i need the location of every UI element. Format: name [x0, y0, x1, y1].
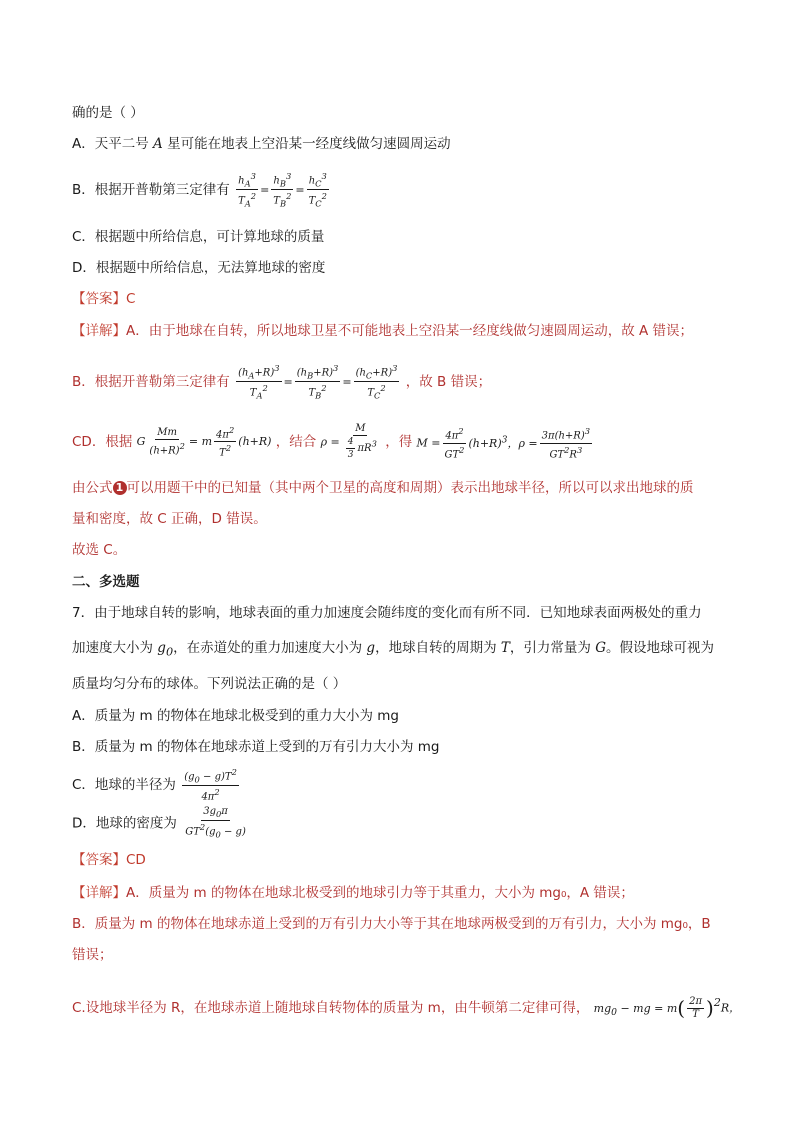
kepler-formula-detail: $\frac{(h_A+R)^3}{T_A^2}$ = $\frac{(h_B+R)^3}{T_B^2}$ = $\frac{(h_C+R)^3}{T_C^2}$	[238, 363, 398, 401]
mass-result: M = $\frac{4\pi^2}{GT^2}$ $(h+R)^3$，ρ = $\frac{3\pi(h+R)^3}{GT^2R^3}$	[416, 426, 591, 460]
q7-option-c: C．地球的半径为 $\frac{(g_0 - g)T^2}{4\pi^2}$	[72, 766, 241, 804]
q7-stem-line2: 加速度大小为 $g_0$，在赤道处的重力加速度大小为 g，地球自转的周期为 T，引力常量为 G。假设地球可视为	[72, 640, 714, 659]
q6-conclusion: 故选 C。	[72, 542, 127, 558]
q6-detail-cd-line1: 由公式 1 可以用题干中的已知量（其中两个卫星的高度和周期）表示出地球半径，所以可以求出地球的质	[72, 480, 694, 496]
q7-detail-b-line1: B．质量为 m 的物体在地球赤道上受到的万有引力大小等于其在地球两极受到的万有引力，大小为 mg₀，B	[72, 916, 711, 932]
q6-detail-cd: CD．根据 G $\frac{Mm}{(h+R)^2}$ = m $\frac{4\pi^2}{T^2}$ (h+R) ，结合 ρ = M $\frac{4}{3}$ $\pi R^3$ ，得 M = $\frac{4\pi^2}{GT^2}$ $(h+R)^3$，ρ = $\frac{3\pi(h+R)^3}{GT^2R^3}$	[72, 422, 594, 462]
q6-detail-cd-line2: 量和密度，故 C 正确，D 错误。	[72, 511, 267, 527]
q7-option-b: B．质量为 m 的物体在地球赤道上受到的万有引力大小为 mg	[72, 739, 440, 755]
q6-option-a: A．天平二号 A 星可能在地表上空沿某一经度线做匀速圆周运动	[72, 136, 451, 152]
gravity-formula: G $\frac{Mm}{(h+R)^2}$ = m $\frac{4\pi^2}{T^2}$ (h+R)	[136, 425, 272, 459]
radius-formula: $\frac{(g_0 - g)T^2}{4\pi^2}$	[184, 767, 237, 803]
q7-detail-c: C.设地球半径为 R，在地球赤道上随地球自转物体的质量为 m，由牛顿第二定律可得， $mg_0$ − mg = m( $\frac{2\pi}{T}$ )$^2$R，	[72, 985, 740, 1031]
density-formula: $\frac{3g_0\pi}{GT^2(g_0 - g)}$	[185, 806, 246, 840]
q7-stem-line1: 7．由于地球自转的影响，地球表面的重力加速度会随纬度的变化而有所不同．已知地球表面两极处的重力	[72, 605, 702, 621]
q6-option-d: D．根据题中所给信息，无法算地球的密度	[72, 260, 326, 276]
q6-stem-tail: 确的是（ ）	[72, 105, 144, 121]
q7-answer: 【答案】CD	[72, 852, 146, 868]
q6-detail-a: 【详解】A．由于地球在自转，所以地球卫星不可能地表上空沿某一经度线做匀速圆周运动，故 A 错误；	[72, 323, 694, 339]
q7-detail-b-line2: 错误；	[72, 947, 113, 963]
q6-option-c: C．根据题中所给信息，可计算地球的质量	[72, 229, 325, 245]
q6-detail-b: B．根据开普勒第三定律有 $\frac{(h_A+R)^3}{T_A^2}$ = $\frac{(h_B+R)^3}{T_B^2}$ = $\frac{(h_C+R)^3}{T_C^2}$ ，故 B 错误；	[72, 363, 492, 401]
q7-option-a: A．质量为 m 的物体在地球北极受到的重力大小为 mg	[72, 708, 399, 724]
density-definition: ρ = M $\frac{4}{3}$ $\pi R^3$	[320, 422, 377, 460]
circled-number-icon: 1	[113, 481, 127, 495]
kepler-ratio-formula: $\frac{h_A^3}{T_A^2}$ = $\frac{h_B^3}{T_B^2}$ = $\frac{h_C^3}{T_C^2}$	[238, 171, 327, 209]
q7-option-d: D．地球的密度为 $\frac{3g_0\pi}{GT^2(g_0 - g)}$	[72, 806, 250, 841]
section-title: 二、多选题	[72, 574, 140, 590]
q7-detail-a: 【详解】A．质量为 m 的物体在地球北极受到的地球引力等于其重力，大小为 mg₀，A 错误；	[72, 885, 634, 901]
q6-option-b: B．根据开普勒第三定律有 $\frac{h_A^3}{T_A^2}$ = $\frac{h_B^3}{T_B^2}$ = $\frac{h_C^3}{T_C^2}$	[72, 170, 331, 210]
newton-second-law-formula: $mg_0$ − mg = m( $\frac{2\pi}{T}$ )$^2$R，	[593, 995, 741, 1020]
q7-stem-line3: 质量均匀分布的球体。下列说法正确的是（ ）	[72, 676, 347, 692]
q6-answer: 【答案】C	[72, 291, 136, 307]
